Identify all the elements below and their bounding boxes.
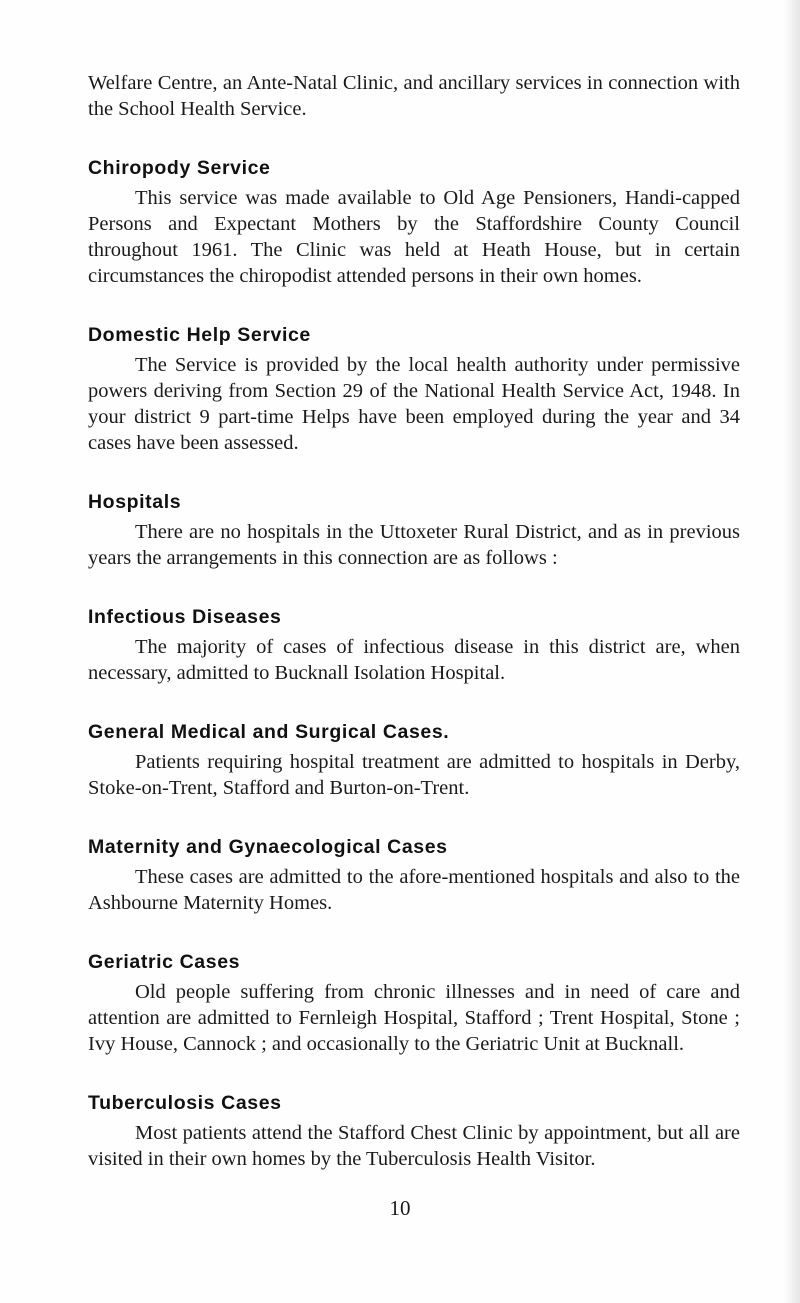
section-heading: Maternity and Gynaecological Cases — [88, 836, 448, 858]
section-body: The Service is provided by the local health authority under permissive powers deriving from Section 29 of the National Health Service Act, 1948. In your district 9 part-time Helps have been employed during the year and 34 cases have been assessed. — [88, 354, 740, 454]
section-heading: General Medical and Surgical Cases. — [88, 721, 450, 743]
intro-paragraph: Welfare Centre, an Ante-Natal Clinic, and ancillary services in connection with the School Health Service. — [88, 72, 740, 120]
section-heading: Domestic Help Service — [88, 324, 311, 346]
section-maternity-gynaecological — [88, 834, 740, 916]
section-heading: Tuberculosis Cases — [88, 1092, 282, 1114]
page-content — [88, 70, 740, 1172]
section-body: Most patients attend the Stafford Chest Clinic by appointment, but all are visited in their own homes by the Tuberculosis Health Visitor. — [88, 1122, 740, 1170]
section-body: These cases are admitted to the afore-mentioned hospitals and also to the Ashbourne Maternity Homes. — [88, 866, 740, 914]
section-body: This service was made available to Old Age Pensioners, Handi-capped Persons and Expectant Mothers by the Staffordshire County Council throughout 1961. The Clinic was held at Heath House, but in certain circumstances the chiropodist attended persons in their own homes. — [88, 187, 740, 287]
section-body: The majority of cases of infectious disease in this district are, when necessary, admitted to Bucknall Isolation Hospital. — [88, 636, 740, 684]
section-general-medical-surgical — [88, 719, 740, 801]
page-number: 10 — [389, 1196, 411, 1220]
section-heading: Hospitals — [88, 491, 182, 513]
scan-edge-shadow — [784, 0, 800, 1303]
section-chiropody-service — [88, 155, 740, 289]
section-body: Patients requiring hospital treatment are admitted to hospitals in Derby, Stoke-on-Trent, Stafford and Burton-on-Trent. — [88, 751, 740, 799]
section-infectious-diseases — [88, 604, 740, 686]
section-heading: Chiropody Service — [88, 157, 271, 179]
section-hospitals — [88, 489, 740, 571]
section-heading: Infectious Diseases — [88, 606, 282, 628]
section-body: Old people suffering from chronic illnesses and in need of care and attention are admitted to Fernleigh Hospital, Stafford ; Trent Hospital, Stone ; Ivy House, Cannock ; and occasionally to the Geriatric Unit at Bucknall. — [88, 981, 740, 1055]
section-domestic-help-service — [88, 322, 740, 456]
section-geriatric-cases — [88, 949, 740, 1057]
section-heading: Geriatric Cases — [88, 951, 241, 973]
section-body: There are no hospitals in the Uttoxeter Rural District, and as in previous years the arrangements in this connection are as follows : — [88, 521, 740, 569]
section-tuberculosis-cases — [88, 1090, 740, 1172]
